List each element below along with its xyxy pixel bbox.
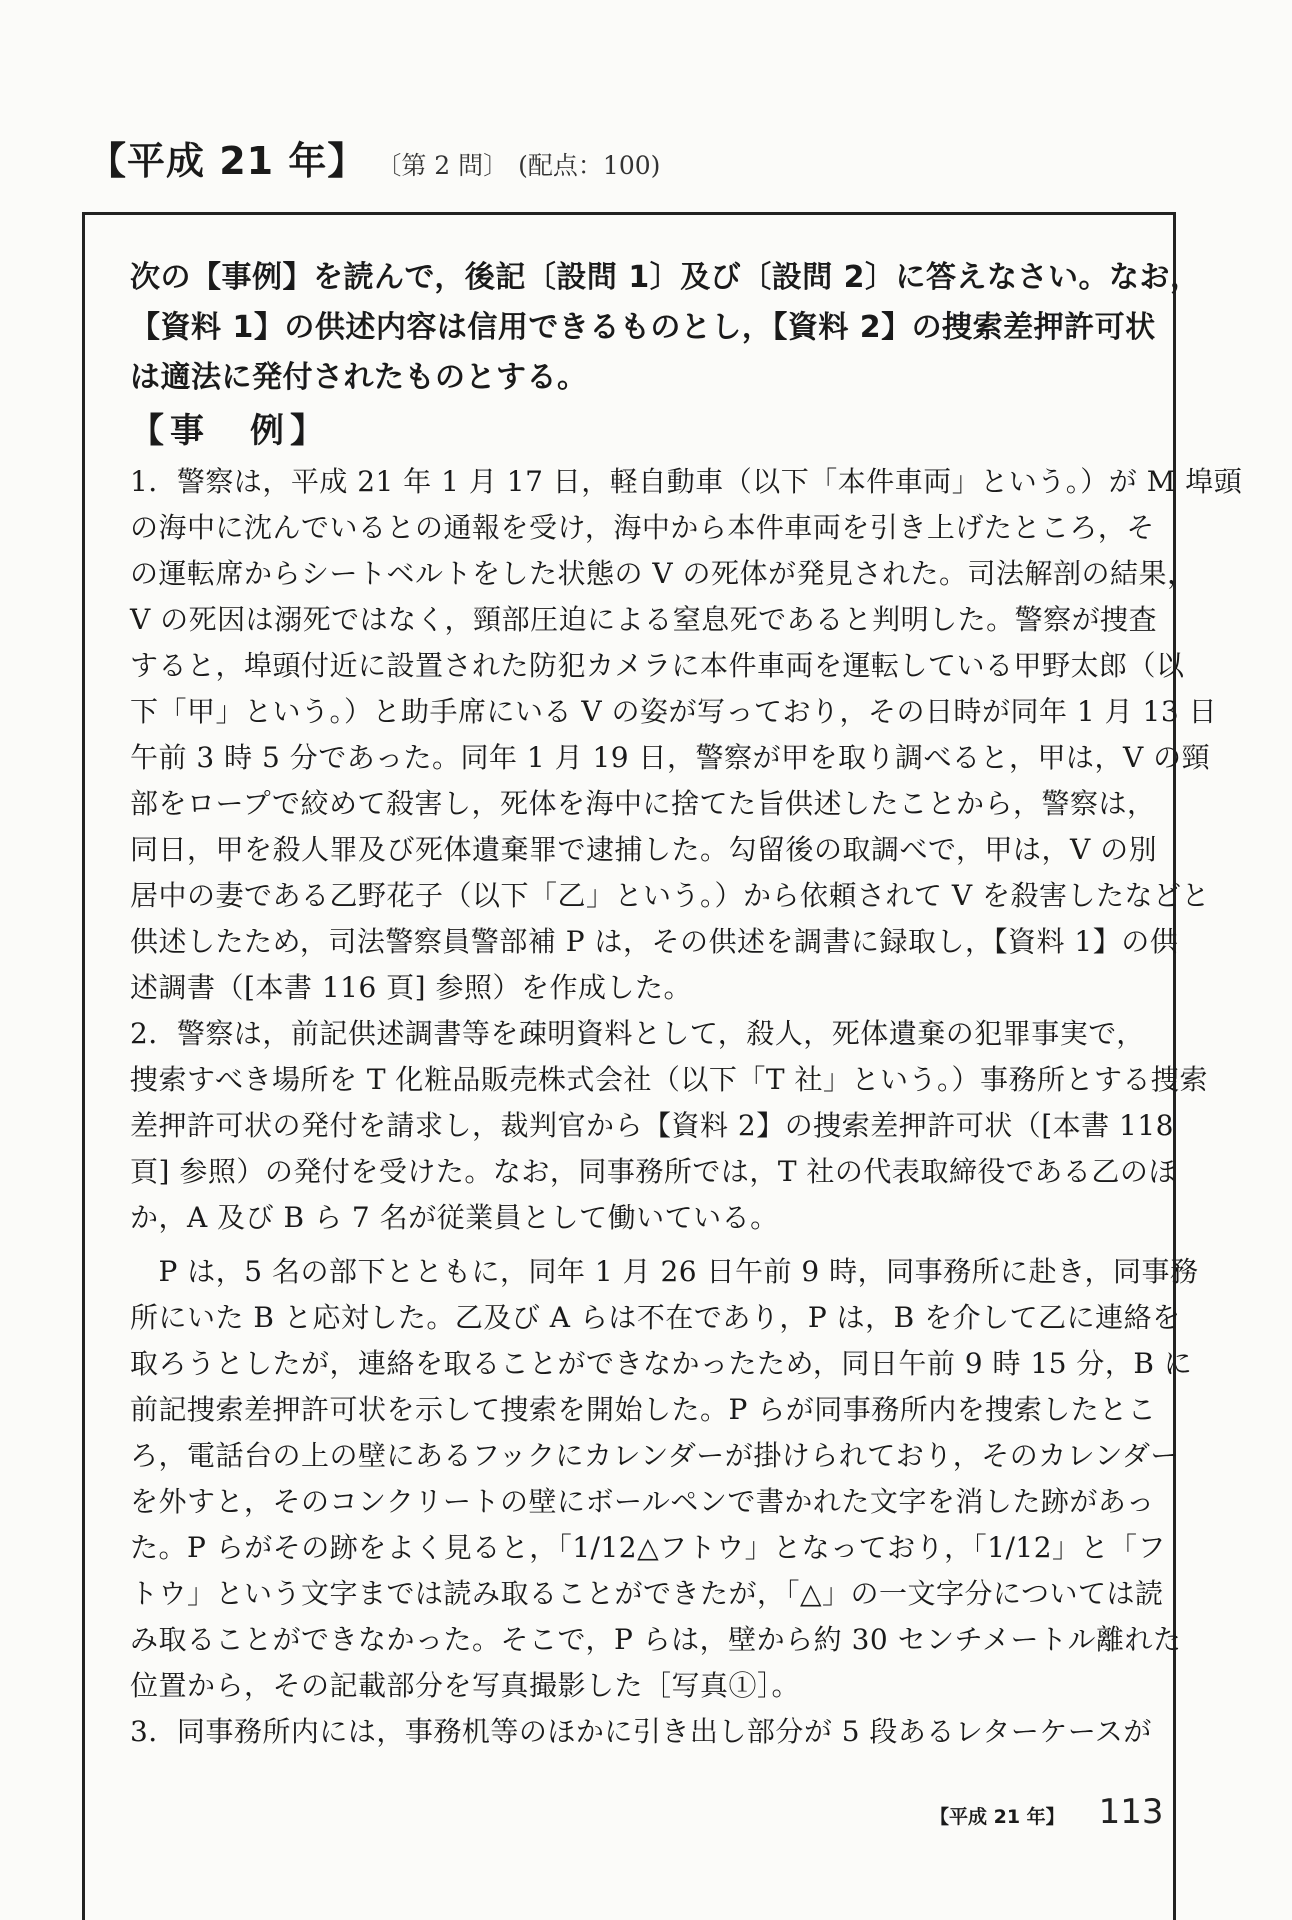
text-line: すると，埠頭付近に設置された防犯カメラに本件車両を運転している甲野太郎（以 xyxy=(130,649,1185,682)
question-number: 〔第 2 問〕 xyxy=(376,151,509,180)
text-line: を外すと，そのコンクリートの壁にボールペンで書かれた文字を消した跡があっ xyxy=(130,1485,1155,1518)
points: (配点：100) xyxy=(518,151,661,180)
problem-content xyxy=(130,253,1243,1755)
text-line: 居中の妻である乙野花子（以下「乙」という。）から依頼されて V を殺害したなどと xyxy=(130,879,1211,912)
text-line: 3．同事務所内には，事務机等のほかに引き出し部分が 5 段あるレターケースが xyxy=(130,1715,1152,1748)
exam-year: 【平成 21 年】 xyxy=(88,139,367,183)
instructions xyxy=(130,253,1201,403)
text-line: V の死因は溺死ではなく，頸部圧迫による窒息死であると判明した。警察が捜査 xyxy=(130,603,1158,636)
intro-line: 【資料 1】の供述内容は信用できるものとし，【資料 2】の捜索差押許可状 xyxy=(130,310,1156,345)
section-1 xyxy=(130,459,1243,1011)
text-line: ろ，電話台の上の壁にあるフックにカレンダーが掛けられており，そのカレンダー xyxy=(130,1439,1179,1472)
intro-line: 次の【事例】を読んで，後記〔設問 1〕及び〔設問 2〕に答えなさい。なお， xyxy=(130,260,1201,295)
text-line: 供述したため，司法警察員警部補 P は，その供述を調書に録取し，【資料 1】の供 xyxy=(130,925,1179,958)
text-line: トウ」という文字までは読み取ることができたが，「△」の一文字分については読 xyxy=(130,1577,1164,1610)
text-line: 捜索すべき場所を T 化粧品販売株式会社（以下「T 社」という。）事務所とする捜索 xyxy=(130,1063,1208,1096)
section-2-continued xyxy=(130,1249,1199,1709)
text-line: 同日，甲を殺人罪及び死体遺棄罪で逮捕した。勾留後の取調べで，甲は，V の別 xyxy=(130,833,1158,866)
text-line: 所にいた B と応対した。乙及び A らは不在であり，P は，B を介して乙に連絡を xyxy=(130,1301,1181,1334)
text-line: か，A 及び B ら 7 名が従業員として働いている。 xyxy=(130,1201,779,1234)
text-line: 下「甲」という。）と助手席にいる V の姿が写っており，その日時が同年 1 月 13 日 xyxy=(130,695,1218,728)
text-line: 差押許可状の発付を請求し，裁判官から【資料 2】の捜索差押許可状（[本書 118 xyxy=(130,1109,1174,1142)
text-line: の運転席からシートベルトをした状態の V の死体が発見された。司法解剖の結果， xyxy=(130,557,1196,590)
problem-frame xyxy=(82,212,1243,1920)
footer-year-label: 【平成 21 年】 xyxy=(930,1806,1065,1828)
section-3 xyxy=(130,1709,1152,1755)
page-header xyxy=(88,130,660,185)
text-line: 1．警察は，平成 21 年 1 月 17 日，軽自動車（以下「本件車両」という。）が M 埠頭 xyxy=(130,465,1243,498)
text-line: み取ることができなかった。そこで，P らは，壁から約 30 センチメートル離れた xyxy=(130,1623,1182,1656)
text-line: の海中に沈んでいるとの通報を受け，海中から本件車両を引き上げたところ，そ xyxy=(130,511,1155,544)
text-line: 位置から，その記載部分を写真撮影した［写真①］。 xyxy=(130,1669,801,1702)
page-number: 113 xyxy=(1098,1792,1164,1832)
text-line: 頁] 参照）の発付を受けた。なお，同事務所では，T 社の代表取締役である乙のほ xyxy=(130,1155,1177,1188)
section-2 xyxy=(130,1011,1208,1241)
text-line: 取ろうとしたが，連絡を取ることができなかったため，同日午前 9 時 15 分，B に xyxy=(130,1347,1193,1380)
text-line: P は，5 名の部下とともに，同年 1 月 26 日午前 9 時，同事務所に赴き，同事務 xyxy=(130,1255,1199,1288)
case-heading: 【事 例】 xyxy=(130,411,330,451)
text-line: 前記捜索差押許可状を示して捜索を開始した。P らが同事務所内を捜索したとこ xyxy=(130,1393,1157,1426)
intro-line: は適法に発付されたものとする。 xyxy=(130,360,588,395)
text-line: 2．警察は，前記供述調書等を疎明資料として，殺人，死体遺棄の犯罪事実で， xyxy=(130,1017,1145,1050)
page-footer xyxy=(930,1792,1164,1832)
text-line: た。P らがその跡をよく見ると，「1/12△フトウ」となっており，「1/12」と「フ xyxy=(130,1531,1167,1564)
text-line: 部をロープで絞めて殺害し，死体を海中に捨てた旨供述したことから，警察は， xyxy=(130,787,1156,820)
text-line: 午前 3 時 5 分であった。同年 1 月 19 日，警察が甲を取り調べると，甲は，V の頸 xyxy=(130,741,1211,774)
text-line: 述調書（[本書 116 頁] 参照）を作成した。 xyxy=(130,971,692,1004)
